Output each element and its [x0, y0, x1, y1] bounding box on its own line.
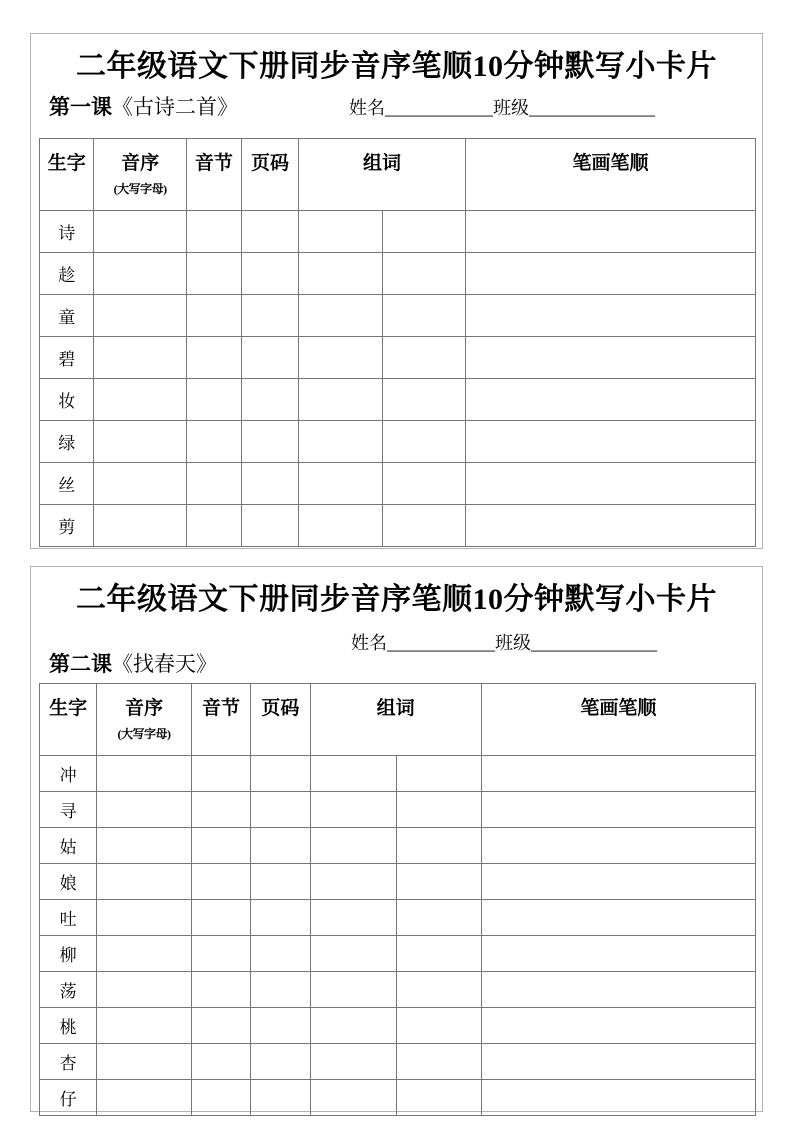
name-blank: ____________ [387, 633, 495, 653]
worksheet-table [39, 138, 756, 547]
header-cell-zuci: 组词 [310, 684, 481, 756]
empty-cell-zuci-1 [310, 864, 397, 900]
empty-cell-bihua [481, 864, 755, 900]
empty-cell-zuci-1 [299, 505, 383, 547]
empty-cell-zuci-1 [299, 463, 383, 505]
empty-cell-zuci-2 [382, 463, 465, 505]
empty-cell-zuci-2 [397, 1008, 481, 1044]
empty-cell-yema [251, 1044, 310, 1080]
character-cell: 趁 [40, 253, 94, 295]
character-cell: 童 [40, 295, 94, 337]
header-cell-yinjie: 音节 [186, 139, 241, 211]
empty-cell-yema [241, 337, 298, 379]
empty-cell-bihua [481, 756, 755, 792]
empty-cell-yinxu [97, 1080, 192, 1116]
character-cell: 诗 [40, 211, 94, 253]
empty-cell-yema [251, 1080, 310, 1116]
table-row [40, 505, 756, 547]
empty-cell-bihua [465, 337, 755, 379]
character-cell: 姑 [40, 828, 97, 864]
empty-cell-yinjie [191, 936, 250, 972]
empty-cell-yinjie [186, 211, 241, 253]
empty-cell-yema [251, 972, 310, 1008]
table-row [40, 1080, 756, 1116]
name-class-line [349, 94, 655, 120]
empty-cell-zuci-2 [397, 1044, 481, 1080]
lesson-book-title: 《古诗二首》 [112, 95, 238, 119]
header-cell-yema: 页码 [241, 139, 298, 211]
lesson-number: 第二课 [49, 652, 112, 676]
empty-cell-yema [241, 505, 298, 547]
worksheet-table-wrap [39, 683, 756, 1116]
empty-cell-yinjie [191, 792, 250, 828]
table-row [40, 337, 756, 379]
empty-cell-yinjie [191, 828, 250, 864]
empty-cell-zuci-2 [397, 936, 481, 972]
empty-cell-zuci-2 [397, 972, 481, 1008]
empty-cell-yema [251, 792, 310, 828]
empty-cell-yinjie [191, 972, 250, 1008]
table-row [40, 295, 756, 337]
table-row [40, 253, 756, 295]
header-cell-yinxu [94, 139, 186, 211]
empty-cell-zuci-1 [310, 792, 397, 828]
empty-cell-yinjie [186, 505, 241, 547]
empty-cell-yinjie [191, 756, 250, 792]
table-row [40, 828, 756, 864]
empty-cell-zuci-2 [397, 1080, 481, 1116]
class-label: 班级 [495, 633, 531, 653]
character-cell: 妆 [40, 379, 94, 421]
table-row [40, 1008, 756, 1044]
character-cell: 冲 [40, 756, 97, 792]
empty-cell-yinjie [191, 1044, 250, 1080]
card-title: 二年级语文下册同步音序笔顺10分钟默写小卡片 [76, 50, 717, 83]
empty-cell-zuci-2 [382, 295, 465, 337]
lesson-number: 第一课 [49, 95, 112, 119]
header-cell-shengzi: 生字 [40, 684, 97, 756]
header-yinxu-note: (大写字母) [117, 727, 171, 741]
empty-cell-yinxu [97, 936, 192, 972]
header-yinxu-label: 音序 [125, 698, 164, 719]
empty-cell-yinxu [94, 337, 186, 379]
empty-cell-bihua [481, 792, 755, 828]
empty-cell-bihua [465, 253, 755, 295]
character-cell: 杏 [40, 1044, 97, 1080]
header-cell-zuci: 组词 [299, 139, 466, 211]
empty-cell-yema [241, 211, 298, 253]
empty-cell-yema [251, 936, 310, 972]
empty-cell-yinxu [97, 900, 192, 936]
header-cell-yinjie: 音节 [191, 684, 250, 756]
empty-cell-yinjie [186, 463, 241, 505]
empty-cell-yema [251, 1008, 310, 1044]
empty-cell-bihua [481, 900, 755, 936]
empty-cell-yema [241, 253, 298, 295]
character-cell: 寻 [40, 792, 97, 828]
empty-cell-zuci-2 [382, 379, 465, 421]
empty-cell-yinjie [186, 253, 241, 295]
table-row [40, 463, 756, 505]
table-row [40, 421, 756, 463]
empty-cell-yinxu [97, 828, 192, 864]
empty-cell-zuci-2 [397, 864, 481, 900]
empty-cell-yinjie [186, 337, 241, 379]
header-cell-bihua: 笔画笔顺 [481, 684, 755, 756]
empty-cell-yema [251, 756, 310, 792]
empty-cell-yinxu [97, 792, 192, 828]
empty-cell-zuci-2 [382, 337, 465, 379]
empty-cell-yinxu [97, 1044, 192, 1080]
empty-cell-bihua [465, 463, 755, 505]
name-label: 姓名 [351, 633, 387, 653]
empty-cell-bihua [481, 1044, 755, 1080]
class-label: 班级 [493, 98, 529, 118]
empty-cell-zuci-2 [382, 421, 465, 463]
empty-cell-yema [241, 463, 298, 505]
header-yinxu-label: 音序 [121, 153, 160, 174]
header-row [40, 139, 756, 211]
lesson-line [49, 91, 238, 121]
empty-cell-bihua [481, 1008, 755, 1044]
table-row [40, 379, 756, 421]
empty-cell-zuci-1 [299, 211, 383, 253]
empty-cell-yinjie [191, 1008, 250, 1044]
empty-cell-yinjie [191, 1080, 250, 1116]
empty-cell-zuci-2 [382, 211, 465, 253]
empty-cell-yinxu [97, 864, 192, 900]
empty-cell-yema [241, 421, 298, 463]
character-cell: 丝 [40, 463, 94, 505]
empty-cell-yema [251, 828, 310, 864]
worksheet-table-wrap [39, 138, 756, 547]
character-cell: 桃 [40, 1008, 97, 1044]
character-cell: 碧 [40, 337, 94, 379]
empty-cell-zuci-1 [310, 828, 397, 864]
lesson-line [49, 648, 217, 678]
header-cell-yinxu [97, 684, 192, 756]
empty-cell-yinjie [186, 379, 241, 421]
empty-cell-yinxu [94, 379, 186, 421]
empty-cell-bihua [465, 505, 755, 547]
name-class-line [351, 629, 657, 655]
table-row [40, 211, 756, 253]
name-blank: ____________ [385, 98, 493, 118]
empty-cell-zuci-1 [299, 253, 383, 295]
header-cell-yema: 页码 [251, 684, 310, 756]
empty-cell-yema [241, 379, 298, 421]
character-cell: 剪 [40, 505, 94, 547]
table-row [40, 864, 756, 900]
empty-cell-zuci-2 [397, 900, 481, 936]
empty-cell-yinxu [94, 421, 186, 463]
class-blank: ______________ [529, 98, 655, 118]
empty-cell-zuci-1 [310, 936, 397, 972]
empty-cell-zuci-1 [310, 972, 397, 1008]
empty-cell-bihua [481, 936, 755, 972]
empty-cell-yinjie [186, 421, 241, 463]
empty-cell-zuci-1 [310, 900, 397, 936]
empty-cell-yinjie [191, 864, 250, 900]
empty-cell-yinjie [186, 295, 241, 337]
empty-cell-zuci-1 [299, 337, 383, 379]
header-cell-shengzi: 生字 [40, 139, 94, 211]
header-row [40, 684, 756, 756]
empty-cell-zuci-2 [382, 505, 465, 547]
empty-cell-yinxu [94, 253, 186, 295]
empty-cell-zuci-2 [397, 828, 481, 864]
worksheet-card-2 [30, 566, 763, 1112]
empty-cell-yinxu [94, 211, 186, 253]
card-title: 二年级语文下册同步音序笔顺10分钟默写小卡片 [76, 583, 717, 616]
empty-cell-bihua [481, 972, 755, 1008]
empty-cell-yema [251, 900, 310, 936]
empty-cell-yinxu [94, 505, 186, 547]
class-blank: ______________ [531, 633, 657, 653]
empty-cell-bihua [481, 828, 755, 864]
table-row [40, 756, 756, 792]
empty-cell-zuci-1 [310, 756, 397, 792]
table-row [40, 900, 756, 936]
empty-cell-yinxu [97, 972, 192, 1008]
character-cell: 仔 [40, 1080, 97, 1116]
empty-cell-yinxu [94, 463, 186, 505]
character-cell: 吐 [40, 900, 97, 936]
empty-cell-bihua [465, 211, 755, 253]
character-cell: 绿 [40, 421, 94, 463]
empty-cell-zuci-1 [310, 1008, 397, 1044]
table-row [40, 1044, 756, 1080]
empty-cell-yinxu [94, 295, 186, 337]
header-yinxu-note: (大写字母) [113, 182, 167, 196]
empty-cell-bihua [465, 295, 755, 337]
empty-cell-zuci-1 [299, 295, 383, 337]
empty-cell-bihua [465, 421, 755, 463]
header-cell-bihua: 笔画笔顺 [465, 139, 755, 211]
lesson-book-title: 《找春天》 [112, 652, 217, 676]
empty-cell-yinxu [97, 756, 192, 792]
empty-cell-bihua [481, 1080, 755, 1116]
empty-cell-zuci-1 [310, 1080, 397, 1116]
empty-cell-zuci-1 [299, 421, 383, 463]
empty-cell-zuci-1 [310, 1044, 397, 1080]
character-cell: 柳 [40, 936, 97, 972]
empty-cell-zuci-1 [299, 379, 383, 421]
empty-cell-bihua [465, 379, 755, 421]
name-label: 姓名 [349, 98, 385, 118]
worksheet-table [39, 683, 756, 1116]
empty-cell-zuci-2 [397, 756, 481, 792]
empty-cell-yema [241, 295, 298, 337]
character-cell: 娘 [40, 864, 97, 900]
empty-cell-yinjie [191, 900, 250, 936]
table-row [40, 972, 756, 1008]
empty-cell-zuci-2 [397, 792, 481, 828]
empty-cell-yema [251, 864, 310, 900]
table-row [40, 936, 756, 972]
table-row [40, 792, 756, 828]
character-cell: 荡 [40, 972, 97, 1008]
empty-cell-zuci-2 [382, 253, 465, 295]
worksheet-card-1 [30, 33, 763, 549]
empty-cell-yinxu [97, 1008, 192, 1044]
